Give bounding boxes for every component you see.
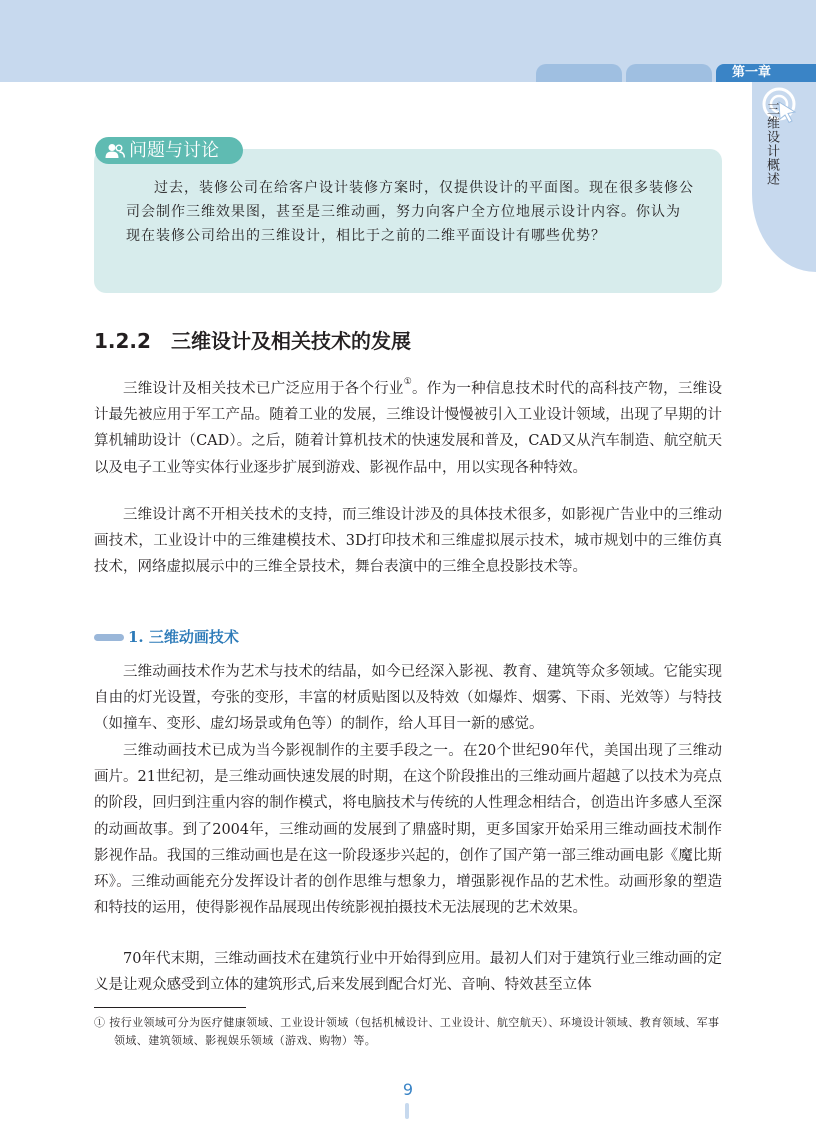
page-number-tick <box>405 1103 409 1119</box>
discussion-text: 过去，装修公司在给客户设计装修方案时，仅提供设计的平面图。现在很多装修公司会制作三维效果图，甚至是三维动画，努力向客户全方位地展示设计内容。你认为现在装修公司给出的三维设计，相比于之前的二维平面设计有哪些优势？ <box>126 180 694 244</box>
subsection-heading <box>94 626 239 648</box>
chapter-tab-decor-2 <box>626 64 712 82</box>
section-number: 1.2.2 <box>94 329 151 353</box>
chapter-title-vertical: 三维设计概述 <box>764 102 779 186</box>
chapter-tab-decor-1 <box>536 64 622 82</box>
section-title: 三维设计及相关技术的发展 <box>170 329 411 353</box>
chapter-label: 第一章 <box>716 64 816 82</box>
paragraph-2: 三维设计离不开相关技术的支持，而三维设计涉及的具体技术很多，如影视广告业中的三维动画技术，工业设计中的三维建模技术、3D打印技术和三维虚拟展示技术，城市规划中的三维仿真技术，网络虚拟展示中的三维全景技术，舞台表演中的三维全息投影技术等。 <box>94 507 722 576</box>
paragraph-5: 70年代末期，三维动画技术在建筑行业中开始得到应用。最初人们对于建筑行业三维动画的定义是让观众感受到立体的建筑形式,后来发展到配合灯光、音响、特效甚至立体 <box>94 951 722 994</box>
subsection-bar-icon <box>94 634 124 641</box>
footnote-text: ① 按行业领域可分为医疗健康领域、工业设计领域（包括机械设计、工业设计、航空航天）、环境设计领域、教育领域、军事领域、建筑领域、影视娱乐领域（游戏、购物）等。 <box>94 1016 720 1047</box>
people-icon <box>105 143 125 159</box>
paragraph-3: 三维动画技术作为艺术与技术的结晶，如今已经深入影视、教育、建筑等众多领域。它能实现自由的灯光设置，夸张的变形，丰富的材质贴图以及特效（如爆炸、烟雾、下雨、光效等）与特技（如撞车、变形、虚幻场景或角色等）的制作，给人耳目一新的感觉。 <box>94 664 722 733</box>
paragraph-1-part-a: 三维设计及相关技术已广泛应用于各个行业 <box>123 381 404 397</box>
section-heading <box>94 327 411 355</box>
page-number: 9 <box>402 1080 414 1099</box>
paragraph-1-part-b: 。作为一种信息技术时代的高科技产物，三维设计最先被应用于军工产品。随着工业的发展，三维设计慢慢被引入工业设计领域，出现了早期的计算机辅助设计（CAD）。之后，随着计算机技术的快速发展和普及，CAD又从汽车制造、航空航天以及电子工业等实体行业逐步扩展到游戏、影视作品中，用以实现各种特效。 <box>94 381 722 476</box>
paragraph-4: 三维动画技术已成为当今影视制作的主要手段之一。在20个世纪90年代，美国出现了三维动画片。21世纪初，是三维动画快速发展的时期，在这个阶段推出的三维动画片超越了以技术为亮点的阶段，回归到注重内容的制作模式，将电脑技术与传统的人性理念相结合，创造出许多感人至深的动画故事。到了2004年，三维动画的发展到了鼎盛时期，更多国家开始采用三维动画技术制作影视作品。我国的三维动画也是在这一阶段逐步兴起的，创作了国产第一部三维动画电影《魔比斯环》。三维动画能充分发挥设计者的创作思维与想象力，增强影视作品的艺术性。动画形象的塑造和特技的运用，使得影视作品展现出传统影视拍摄技术无法展现的艺术效果。 <box>94 743 722 917</box>
footnote-divider <box>94 1007 246 1008</box>
footnote-marker: ① <box>403 377 413 387</box>
subsection-title: 1. 三维动画技术 <box>128 628 239 646</box>
discussion-label <box>95 137 243 164</box>
discussion-title: 问题与讨论 <box>129 140 219 161</box>
paragraph-1 <box>94 376 722 481</box>
